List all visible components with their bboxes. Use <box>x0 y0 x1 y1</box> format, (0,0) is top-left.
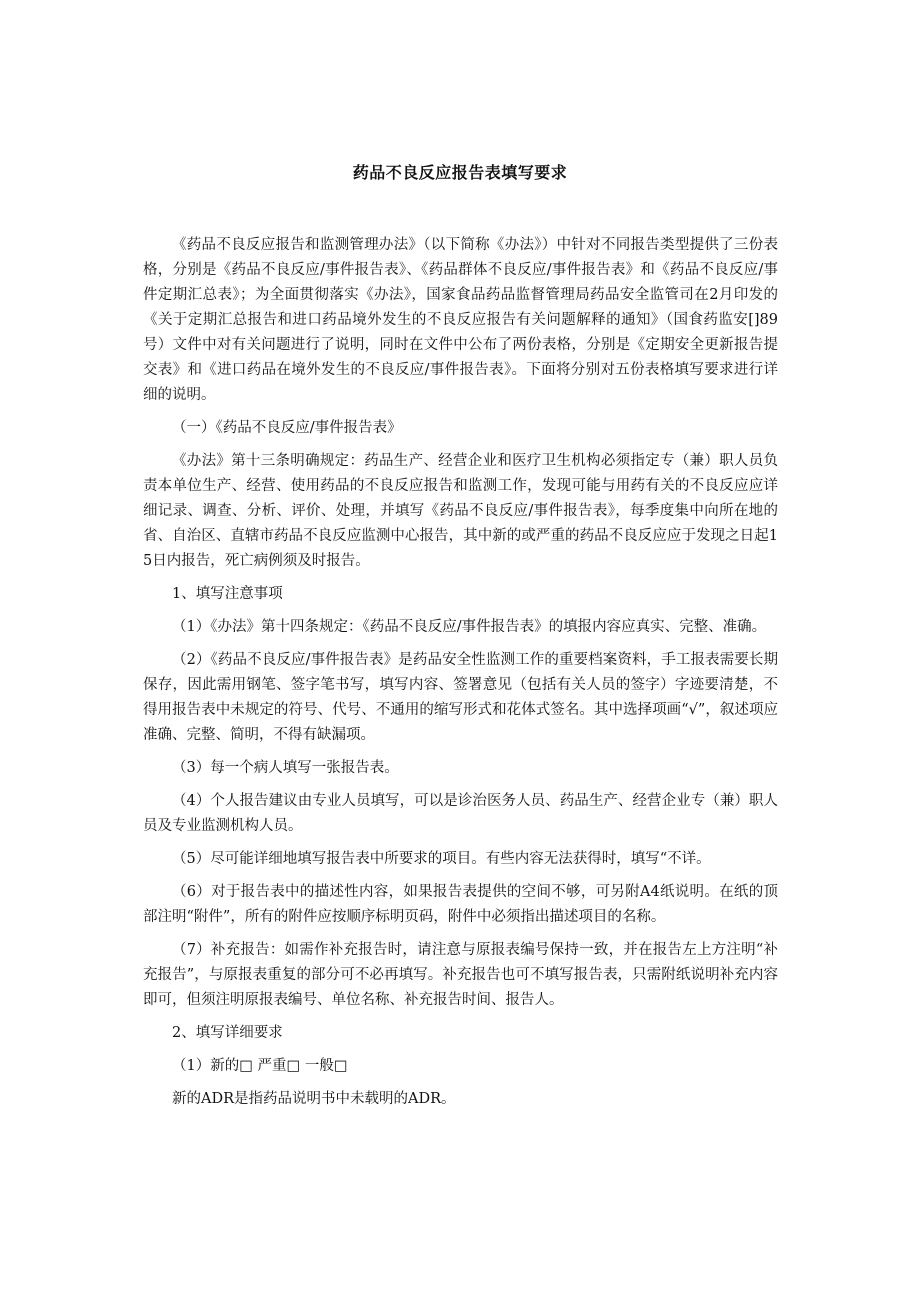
note-item-5: （5）尽可能详细地填写报告表中所要求的项目。有些内容无法获得时，填写“不详。 <box>172 851 711 867</box>
section-heading-1: （一）《药品不良反应/事件报告表》 <box>172 420 402 436</box>
subsection-heading-notes: 1、填写注意事项 <box>172 586 283 602</box>
detail-item-1: （1）新的□ 严重□ 一般□ <box>172 1058 348 1074</box>
note-item-6: （6）对于报告表中的描述性内容，如果报告表提供的空间不够，可另附A4纸说明。在纸的顶部注明“附件”，所有的附件应按顺序标明页码，附件中必须指出描述项目的名称。 <box>143 884 778 925</box>
subsection-heading-details: 2、填写详细要求 <box>172 1025 283 1041</box>
document-body <box>143 233 778 1120</box>
intro-paragraph: 《药品不良反应报告和监测管理办法》（以下简称《办法》）中针对不同报告类型提供了三份表格，分别是《药品不良反应/事件报告表》、《药品群体不良反应/事件报告表》和《药品不良反应/事件定期汇总表》；为全面贯彻落实《办法》，国家食品药品监督管理局药品安全监管司在2月印发的《关于定期汇总报告和进口药品境外发生的不良反应报告有关问题解释的通知》（国食药监安[]89号）文件中对有关问题进行了说明，同时在文件中公布了两份表格，分别是《定期安全更新报告提交表》和《进口药品在境外发生的不良反应/事件报告表》。下面将分别对五份表格填写要求进行详细的说明。 <box>143 237 778 403</box>
note-item-2: （2）《药品不良反应/事件报告表》是药品安全性监测工作的重要档案资料，手工报表需要长期保存，因此需用钢笔、签字笔书写，填写内容、签署意见（包括有关人员的签字）字迹要清楚，不得用报告表中未规定的符号、代号、不通用的缩写形式和花体式签名。其中选择项画“√”，叙述项应准确、完整、简明，不得有缺漏项。 <box>143 652 778 743</box>
document-title: 药品不良反应报告表填写要求 <box>352 163 568 182</box>
detail-item-1-description: 新的ADR是指药品说明书中未载明的ADR。 <box>172 1091 456 1107</box>
note-item-7: （7）补充报告：如需作补充报告时，请注意与原报表编号保持一致，并在报告左上方注明“补充报告”，与原报表重复的部分可不必再填写。补充报告也可不填写报告表，只需附纸说明补充内容即可，但须注明原报表编号、单位名称、补充报告时间、报告人。 <box>143 942 778 1008</box>
regulation-paragraph: 《办法》第十三条明确规定：药品生产、经营企业和医疗卫生机构必须指定专（兼）职人员负责本单位生产、经营、使用药品的不良反应报告和监测工作，发现可能与用药有关的不良反应应详细记录、调查、分析、评价、处理，并填写《药品不良反应/事件报告表》，每季度集中向所在地的省、自治区、直辖市药品不良反应监测中心报告，其中新的或严重的药品不良反应应于发现之日起15日内报告，死亡病例须及时报告。 <box>143 453 778 569</box>
note-item-1: （1）《办法》第十四条规定：《药品不良反应/事件报告表》的填报内容应真实、完整、准确。 <box>172 619 767 635</box>
note-item-3: （3）每一个病人填写一张报告表。 <box>172 760 399 776</box>
note-item-4: （4）个人报告建议由专业人员填写，可以是诊治医务人员、药品生产、经营企业专（兼）职人员及专业监测机构人员。 <box>143 793 778 834</box>
